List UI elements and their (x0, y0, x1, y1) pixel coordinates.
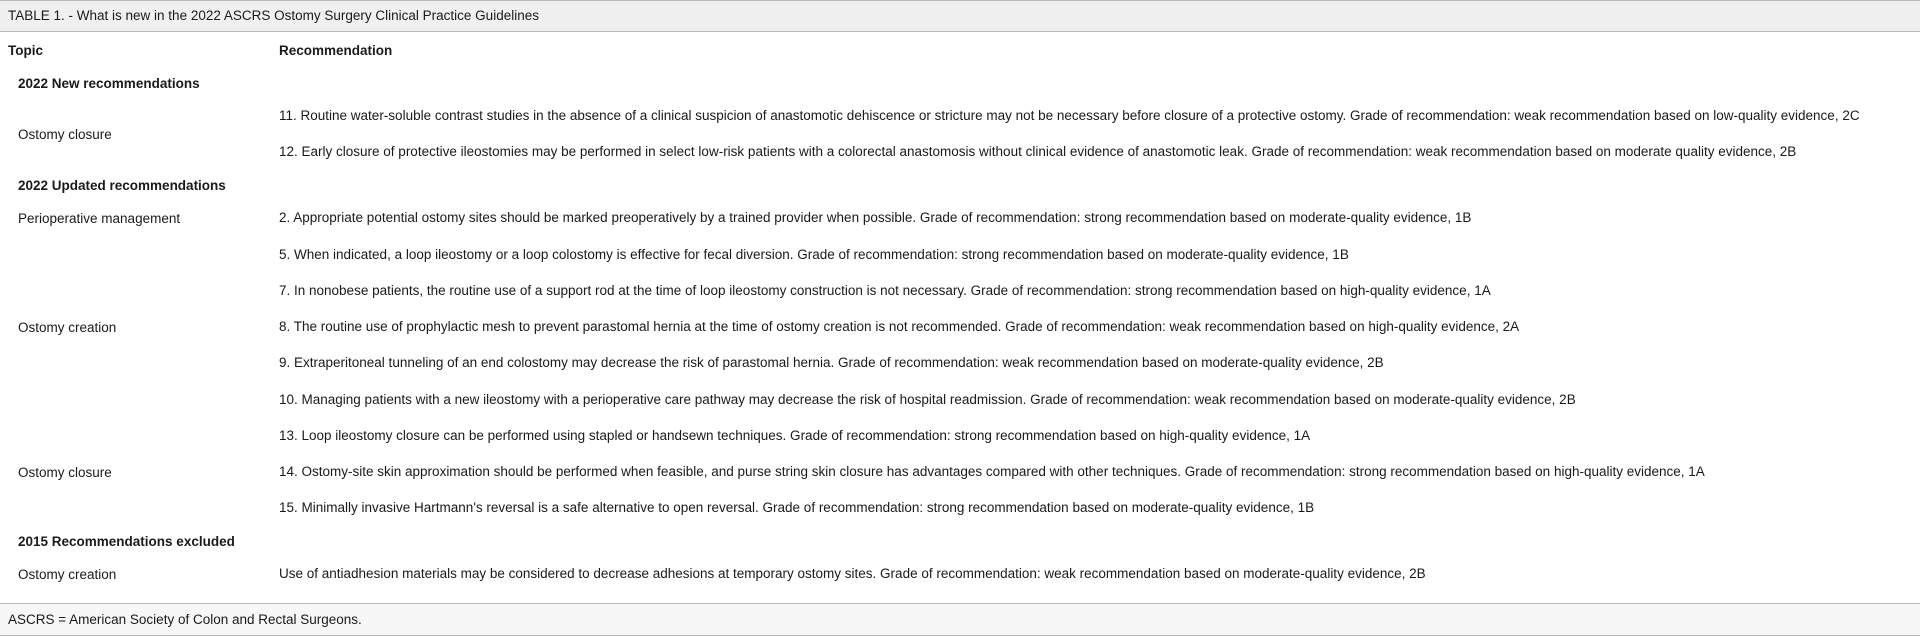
recommendation-cell: 10. Managing patients with a new ileostomy with a perioperative care pathway may decrease the risk of hospital readmission. Grade of recommendation: weak recommendation based on moderate-quality evidence, 2B (279, 391, 1576, 407)
recommendation-cell: 11. Routine water-soluble contrast studies in the absence of a clinical suspicion of anastomotic dehiscence or stricture may not be necessary before closure of a protective ostomy. Grade of recommendation: weak recommendation based on low-quality evidence, 2C (279, 108, 1860, 123)
recommendation-cell: 15. Minimally invasive Hartmann's reversal is a safe alternative to open reversal. Grade of recommendation: strong recommendation based on moderate-quality evidence, 1B (279, 500, 1315, 516)
recommendation-cell: 14. Ostomy-site skin approximation should be performed when feasible, and purse string skin closure has advantages compared with other techniques. Grade of recommendation: strong recommendation based on high-quality evidence, 1A (279, 463, 1705, 479)
section-heading-row (0, 68, 1920, 98)
table-row (0, 382, 1920, 418)
table-row (0, 273, 1920, 309)
recommendation-cell: 12. Early closure of protective ileostomies may be performed in select low-risk patients with a colorectal anastomosis without clinical evidence of anastomotic leak. Grade of recommendation: weak recommendation based on moderate quality evidence, 2B (279, 144, 1797, 160)
topic-cell: Ostomy creation (18, 319, 117, 335)
column-header-recommendation: Recommendation (279, 43, 393, 58)
table-row (0, 418, 1920, 454)
table-row (0, 454, 1920, 490)
table-row (0, 345, 1920, 381)
recommendation-cell: 2. Appropriate potential ostomy sites should be marked preoperatively by a trained provider when possible. Grade of recommendation: strong recommendation based on moderate-quality evidence, 1B (279, 210, 1472, 226)
section-heading: 2015 Recommendations excluded (18, 534, 235, 550)
topic-cell: Ostomy closure (18, 126, 112, 142)
header-row (0, 32, 1920, 68)
table-row (0, 556, 1920, 592)
topic-cell: Ostomy closure (18, 464, 112, 480)
guidelines-table (0, 32, 1920, 593)
table-row (0, 200, 1920, 236)
recommendation-cell: 8. The routine use of prophylactic mesh to prevent parastomal hernia at the time of ostomy creation is not recommended. Grade of recommendation: weak recommendation based on high-quality evidence, 2A (279, 319, 1520, 335)
section-heading-row (0, 526, 1920, 556)
topic-cell: Perioperative management (18, 211, 181, 227)
recommendation-cell: 13. Loop ileostomy closure can be performed using stapled or handsewn techniques. Grade of recommendation: strong recommendation based on high-quality evidence, 1A (279, 427, 1311, 443)
section-heading: 2022 Updated recommendations (18, 178, 226, 194)
column-header-topic: Topic (8, 43, 43, 58)
table-row (0, 309, 1920, 345)
table-body (0, 68, 1920, 593)
recommendation-cell: Use of antiadhesion materials may be considered to decrease adhesions at temporary ostomy sites. Grade of recommendation: weak recommendation based on moderate-quality evidence, 2B (279, 566, 1426, 582)
recommendation-cell: 7. In nonobese patients, the routine use of a support rod at the time of loop ileostomy construction is not necessary. Grade of recommendation: strong recommendation based on high-quality evidence, 1A (279, 282, 1491, 298)
table-row (0, 98, 1920, 134)
recommendation-cell: 9. Extraperitoneal tunneling of an end colostomy may decrease the risk of parastomal hernia. Grade of recommendation: weak recommendation based on moderate-quality evidence, 2B (279, 355, 1384, 371)
table-row (0, 134, 1920, 170)
table-footnote: ASCRS = American Society of Colon and Rectal Surgeons. (0, 603, 1920, 636)
table-row (0, 237, 1920, 273)
topic-cell: Ostomy creation (18, 567, 117, 583)
section-heading: 2022 New recommendations (18, 76, 200, 91)
table-row (0, 490, 1920, 526)
section-heading-row (0, 170, 1920, 200)
table-caption: TABLE 1. - What is new in the 2022 ASCRS Ostomy Surgery Clinical Practice Guidelines (0, 0, 1920, 32)
table-header (0, 32, 1920, 68)
recommendation-cell: 5. When indicated, a loop ileostomy or a loop colostomy is effective for fecal diversion. Grade of recommendation: strong recommendation based on moderate-quality evidence, 1B (279, 246, 1349, 262)
